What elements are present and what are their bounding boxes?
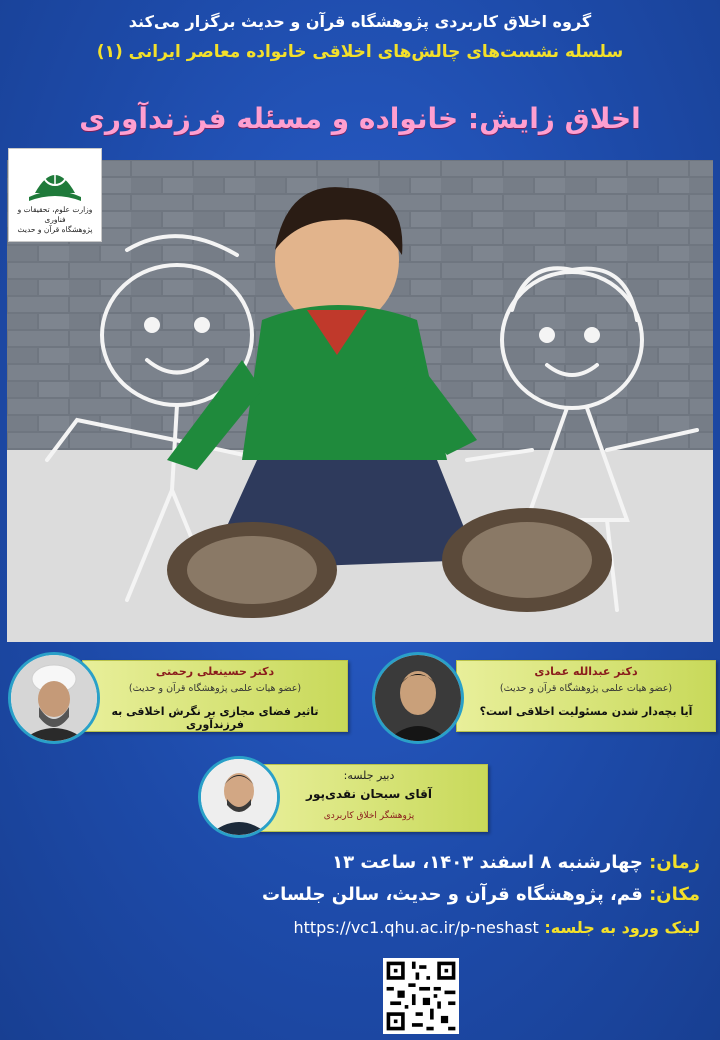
talk-title: آیا بچه‌دار شدن مسئولیت اخلاقی است؟ [479, 705, 693, 718]
logo-ministry: وزارت علوم، تحقیقات و فناوری [17, 205, 93, 224]
speaker-name: دکتر عبدالله عمادی [534, 665, 638, 678]
speaker-card-rahmati [82, 660, 348, 732]
logo-text [13, 205, 97, 235]
time-label: زمان: [649, 852, 700, 873]
globe-book-emblem-icon [9, 149, 101, 205]
speaker-card-emadi [456, 660, 716, 732]
link-label: لینک ورود به جلسه: [544, 918, 700, 937]
speaker-photo-rahmati [8, 652, 100, 744]
avatar [201, 759, 277, 835]
speaker-affiliation: (عضو هیات علمی پژوهشگاه قرآن و حدیث) [499, 683, 673, 694]
avatar [11, 655, 97, 741]
child-chalk-illustration [7, 160, 713, 642]
time-value: چهارشنبه ۸ اسفند ۱۴۰۳، ساعت ۱۳ [332, 852, 643, 873]
meeting-link[interactable]: https://vc1.qhu.ac.ir/p-neshast [293, 918, 539, 937]
hero-photo [7, 160, 713, 642]
talk-title: تاثیر فضای مجازی بر نگرش اخلاقی به فرزندآوری [111, 705, 319, 731]
logo-institute: پژوهشگاه قرآن و حدیث [17, 225, 93, 234]
event-link [293, 918, 700, 937]
event-time [332, 852, 700, 873]
place-value: قم، پژوهشگاه قرآن و حدیث، سالن جلسات [262, 884, 643, 905]
speaker-photo-emadi [372, 652, 464, 744]
speaker-affiliation: (عضو هیات علمی پژوهشگاه قرآن و حدیث) [128, 683, 302, 694]
place-label: مکان: [649, 884, 700, 905]
speaker-name: دکتر حسینعلی رحمتی [155, 665, 275, 678]
poster-title: اخلاق زایش: خانواده و مسئله فرزندآوری [79, 102, 641, 135]
qr-code[interactable] [383, 958, 459, 1034]
secretary-position: پژوهشگر اخلاق کاربردی [323, 811, 415, 821]
avatar [375, 655, 461, 741]
organizer-line: گروه اخلاق کاربردی پژوهشگاه قرآن و حدیث برگزار می‌کند [128, 12, 592, 31]
qr-code-icon [383, 958, 459, 1034]
secretary-name: آقای سبحان نقدی‌پور [306, 787, 432, 801]
series-line: سلسله نشست‌های چالش‌های اخلاقی خانواده معاصر ایرانی (۱) [96, 42, 624, 62]
institute-logo [8, 148, 102, 242]
secretary-photo [198, 756, 280, 838]
event-place [262, 884, 700, 905]
secretary-role: دبیر جلسه: [343, 769, 395, 782]
secretary-card [250, 764, 488, 832]
